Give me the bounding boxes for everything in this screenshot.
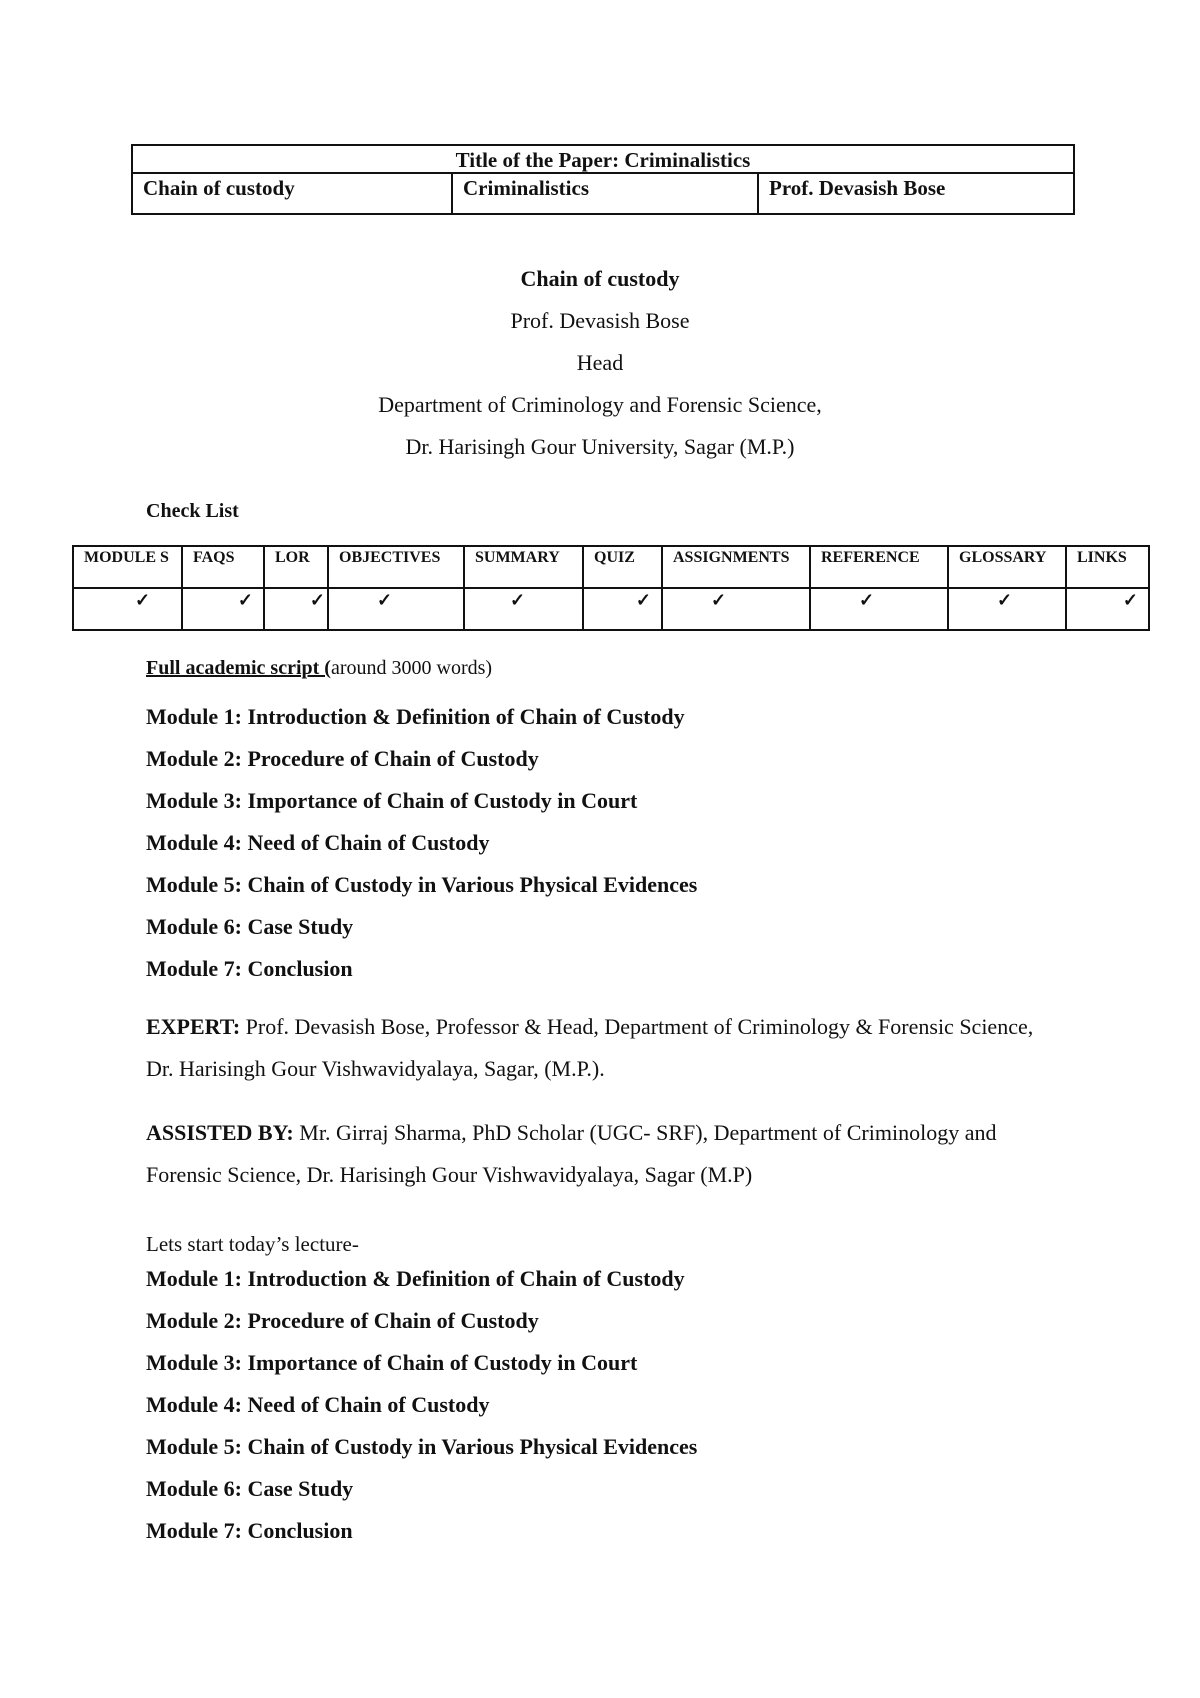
paper-title-cell: Title of the Paper: Criminalistics: [132, 145, 1074, 173]
module-item: Module 1: Introduction & Definition of Chain of Custody: [146, 704, 685, 729]
module-item: Module 4: Need of Chain of Custody: [146, 1392, 490, 1417]
module-item: Module 2: Procedure of Chain of Custody: [146, 1308, 539, 1333]
expert-paragraph: [146, 1006, 1066, 1090]
module-list-top: [146, 704, 697, 998]
check-mark-icon: ✓: [662, 588, 810, 630]
check-mark-icon: ✓: [73, 588, 182, 630]
module-item: Module 4: Need of Chain of Custody: [146, 830, 490, 855]
check-mark-icon: ✓: [182, 588, 264, 630]
checklist-table: [72, 545, 1150, 631]
checklist-header: FAQS: [182, 546, 264, 588]
checklist-header: LINKS: [1066, 546, 1149, 588]
module-list-bottom: [146, 1266, 697, 1560]
paper-title-table: [131, 144, 1075, 215]
check-mark-icon: ✓: [264, 588, 328, 630]
author-cell: Prof. Devasish Bose: [758, 173, 1074, 214]
expert-text: Prof. Devasish Bose, Professor & Head, Department of Criminology & Forensic Science, Dr. Harisingh Gour Vishwavidyalaya, Sagar, (M.P.).: [146, 1014, 1034, 1081]
check-mark-icon: ✓: [948, 588, 1066, 630]
module-item: Module 7: Conclusion: [146, 1518, 353, 1543]
checklist-header: GLOSSARY: [948, 546, 1066, 588]
check-mark-icon: ✓: [1066, 588, 1149, 630]
check-mark-icon: ✓: [328, 588, 464, 630]
module-item: Module 6: Case Study: [146, 914, 354, 939]
module-item: Module 5: Chain of Custody in Various Physical Evidences: [146, 872, 698, 897]
module-item: Module 3: Importance of Chain of Custody in Court: [146, 1350, 638, 1375]
script-label: Full academic script (: [146, 657, 331, 679]
checklist-label: Check List: [146, 500, 239, 522]
module-item: Module 2: Procedure of Chain of Custody: [146, 746, 539, 771]
assisted-paragraph: [146, 1112, 1066, 1196]
assisted-label: ASSISTED BY:: [146, 1120, 294, 1145]
check-mark-icon: ✓: [583, 588, 662, 630]
checklist-header: MODULE S: [73, 546, 182, 588]
module-item: Module 7: Conclusion: [146, 956, 353, 981]
script-length-note: [146, 657, 492, 680]
check-mark-icon: ✓: [464, 588, 583, 630]
module-item: Module 5: Chain of Custody in Various Physical Evidences: [146, 1434, 698, 1459]
author-position: Head: [576, 350, 624, 375]
topic-cell: Chain of custody: [132, 173, 452, 214]
checklist-header: LOR: [264, 546, 328, 588]
expert-label: EXPERT:: [146, 1014, 241, 1039]
topic-heading: Chain of custody: [520, 266, 680, 291]
assisted-text: Mr. Girraj Sharma, PhD Scholar (UGC- SRF), Department of Criminology and Forensic Science, Dr. Harisingh Gour Vishwavidyalaya, Sagar (M.P): [146, 1120, 997, 1187]
checklist-header: ASSIGNMENTS: [662, 546, 810, 588]
lecture-intro: Lets start today’s lecture-: [146, 1232, 359, 1256]
author-university: Dr. Harisingh Gour University, Sagar (M.P.): [405, 434, 795, 459]
checklist-header: OBJECTIVES: [328, 546, 464, 588]
check-mark-icon: ✓: [810, 588, 948, 630]
checklist-header: SUMMARY: [464, 546, 583, 588]
author-name: Prof. Devasish Bose: [510, 308, 690, 333]
author-department: Department of Criminology and Forensic Science,: [378, 392, 822, 417]
paper-cell: Criminalistics: [452, 173, 758, 214]
checklist-header: QUIZ: [583, 546, 662, 588]
checklist-header: REFERENCE: [810, 546, 948, 588]
checklist-check-row: [73, 588, 1149, 630]
script-word-count: around 3000 words): [330, 657, 493, 679]
module-item: Module 6: Case Study: [146, 1476, 354, 1501]
checklist-header-row: [73, 546, 1149, 588]
module-item: Module 1: Introduction & Definition of Chain of Custody: [146, 1266, 685, 1291]
module-item: Module 3: Importance of Chain of Custody in Court: [146, 788, 638, 813]
